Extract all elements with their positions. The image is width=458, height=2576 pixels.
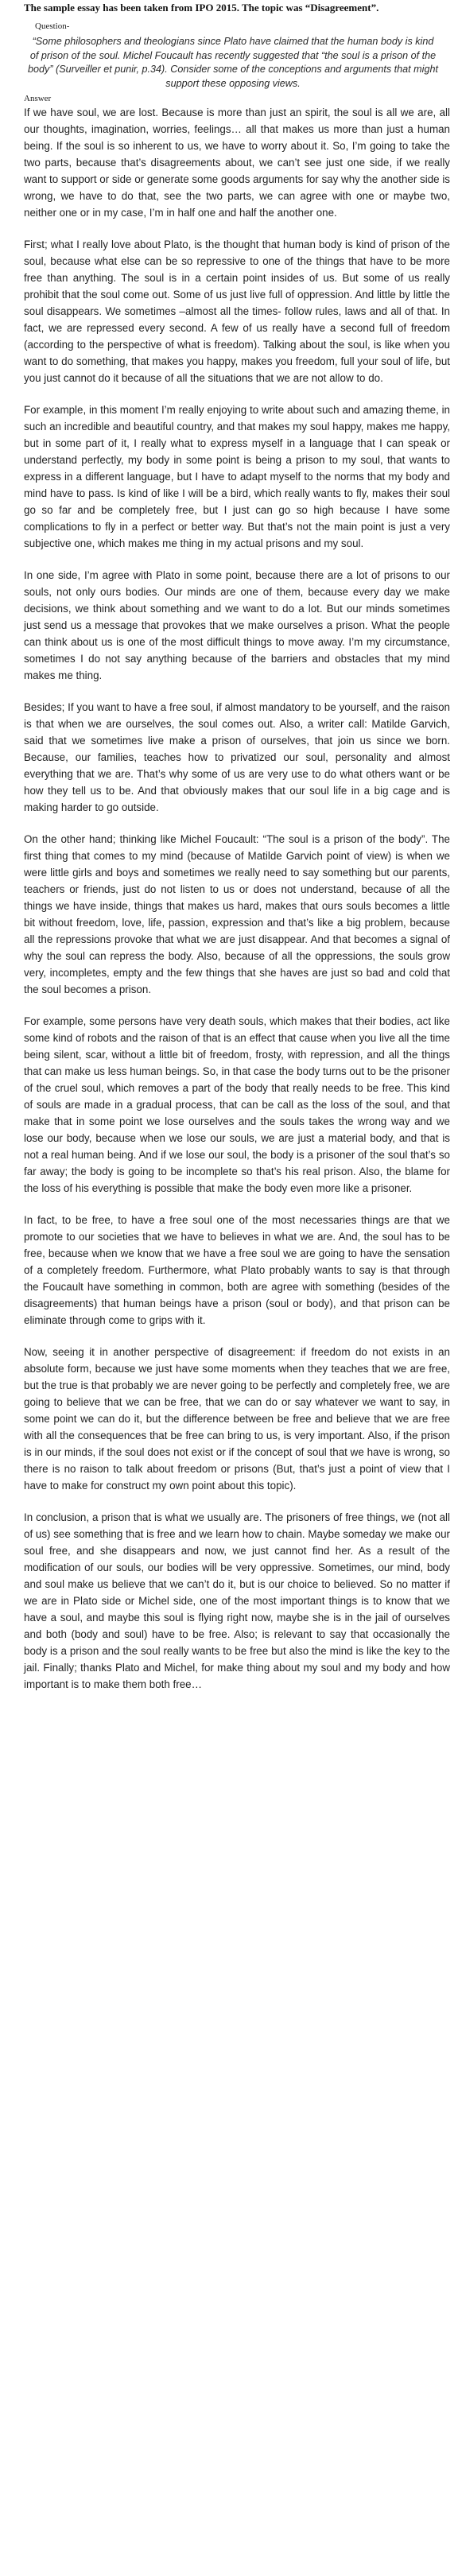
- essay-paragraph: For example, in this moment I’m really enjoying to write about such and amazing theme, in such an incredible and beautiful country, and that makes my soul happy, makes me happy, but in some part of it, I really what to express myself in a language that I can speak or understand perfectly, my body in some point is being a prison to my soul, that wants to express in a different language, but I have to adapt myself to the norms that my body and mind have to pass. Is kind of like I will be a bird, which really wants to fly, makes their soul go so far and be completely free, but I just can go so high because I have some complications to fly in a perfect or better way. But that’s not the main point is just a very subjective one, which makes me thing in my actual prisons and my soul.: [24, 404, 450, 550]
- answer-label: Answer: [24, 94, 52, 104]
- essay-paragraph: For example, some persons have very death souls, which makes that their bodies, act like some kind of robots and the raison of that is an effect that cause when you live all the time being silent, scar, without a little bit of freedom, frosty, with repression, and all the things that can make us less human beings. So, in that case the body turns out to be the prisoner of the cruel soul, which removes a part of the body that really needs to be free. This kind of souls are made in a gradual process, that can be call as the loss of the soul, and that make that in some point we lose ourselves and the souls takes the wrong way and we lose our body, because when we lose our souls, we are just a material body, and that is not a real human being. And if we lose our soul, the body is a prisoner of the soul that’s so far away; the body is going to be incomplete so that’s his real prison. Also, the blame for the loss of his everything is possible that make the body even more like a prisoner.: [24, 1015, 450, 1195]
- essay-paragraph: In one side, I’m agree with Plato in some point, because there are a lot of prisons to our souls, not only ours bodies. Our minds are one of them, because every day we make decisions, we think about something and we want to do a lot. But our minds sometimes just send us a message that provokes that we make ourselves a prison. What the people can think about us is one of the most difficult things to move away. I’m my circumstance, sometimes I do not say anything because of the barriers and obstacles that my mind makes me thing.: [24, 569, 450, 682]
- essay-paragraph: In conclusion, a prison that is what we usually are. The prisoners of free things, we (not all of us) see something that is free and we learn how to chain. Maybe someday we make our soul free, and she disappears and now, we just cannot find her. As a result of the modification of our souls, our bodies will be very oppressive. Sometimes, our mind, body and soul make us believe that we can’t do it, but is our choice to believed. So no matter if we are in Plato side or Michel side, one of the most important things is to know that we have a soul, and maybe this soul is flying right now, maybe she is in the jail of ourselves and both (body and soul) have to be free. Also; is relevant to say that occasionally the body is a prison and the soul really wants to be free but also the mind is like the key to the jail. Finally; thanks Plato and Michel, for make thing about my soul and my body and how important is to make them both free…: [24, 1511, 450, 1691]
- page-header: The sample essay has been taken from IPO 2015. The topic was “Disagreement”.: [24, 2, 379, 14]
- essay-paragraph: Besides; If you want to have a free soul, if almost mandatory to be yourself, and the raison is that when we are ourselves, the soul comes out. Also, a writer call: Matilde Garvich, said that we sometimes live make a prison of ourselves, that join us since we born. Because, our families, teaches how to privatized our soul, personality and almost everything that we are. That’s why some of us are very use to do what others want or be how they tell us to be. And that obviously makes that our soul life in a big cage and is making harder to go outside.: [24, 701, 450, 814]
- essay-paragraph: First; what I really love about Plato, is the thought that human body is kind of prison of the soul, because what else can be so repressive to one of the things that have to be more free than anything. The soul is in a certain point insides of us. But some of us really prohibit that the soul come out. Some of us just live full of oppression. And little by little the soul disappears. We sometimes –almost all the times- follow rules, laws and all of that. In fact, we are repressed every second. A few of us really have a second full of freedom (according to the perspective of what is freedom). Talking about the soul, is like when you want to do something, that makes you happy, makes you freedom, full your soul of life, but you just cannot do it because of all the situations that we are not allow to do.: [24, 239, 450, 385]
- essay-paragraph: Now, seeing it in another perspective of disagreement: if freedom do not exists in an absolute form, because we just have some moments when they teaches that we are free, but the true is that probably we are never going to be perfectly and completely free, we are going to believe that we can be free, that we can do or say whatever we want to say, in some point we can do it, but the difference between be free and believe that we are free with all the consequences that be free can bring to us, is very important. Also, if the prison is in our minds, if the soul does not exist or if the concept of soul that we have is wrong, so there is no raison to talk about freedom or prisons (But, that’s just a point of view that I have to make for construct my own point about this topic).: [24, 1346, 450, 1492]
- essay-paragraph: On the other hand; thinking like Michel Foucault: “The soul is a prison of the body”. The first thing that comes to my mind (because of Matilde Garvich point of view) is when we were little girls and boys and sometimes we really need to say something but our parents, teachers or friends, just do not listen to us or does not understand, because of all the things we have inside, things that makes us hard, makes that ours souls becomes a little bit without freedom, love, life, passion, expression and that’s like a big problem, because all the repressions provoke that what we are just disappear. And that becomes a signal of why the soul can repress the body. Also, because of all the oppressions, the souls grow very, incompletes, empty and the few things that she haves are just so bad and cold that the soul becomes a prison.: [24, 833, 450, 996]
- essay-paragraph: If we have soul, we are lost. Because is more than just an spirit, the soul is all we are, all our thoughts, imagination, worries, feelings… all that makes us more than just a human being. If the soul is so inherent to us, we have to worry about it. So, I’m going to take the two parts, because that’s disagreements about, we can’t see just one side, if we really want to support or side or generate some goods arguments for say why the another side is wrong, we have to do that, see the two parts, we can agree with one or maybe two, neither one or in my case, I’m in half one and half the another one.: [24, 107, 450, 219]
- question-label: Question-: [35, 21, 70, 31]
- essay-body: [24, 104, 450, 1693]
- essay-paragraph: In fact, to be free, to have a free soul one of the most necessaries things are that we promote to our societies that we have to believes in what we are. And, the soul has to be free, because when we know that we have a free soul we are going to have the sensation of a completely freedom. Furthermore, what Plato probably wants to say is that through the Foucault have something in common, both are agree with something (besides of the disagreements) that human beings have a prison (soul or body), and that prison can be eliminate through come to grips with it.: [24, 1214, 450, 1327]
- question-text: “Some philosophers and theologians since Plato have claimed that the human body is kind of prison of the soul. Michel Foucault has recently suggested that “the soul is a prison of the body” (Surveiller et punir, p.34). Consider some of the conceptions and arguments that might support these opposing views.: [28, 36, 438, 89]
